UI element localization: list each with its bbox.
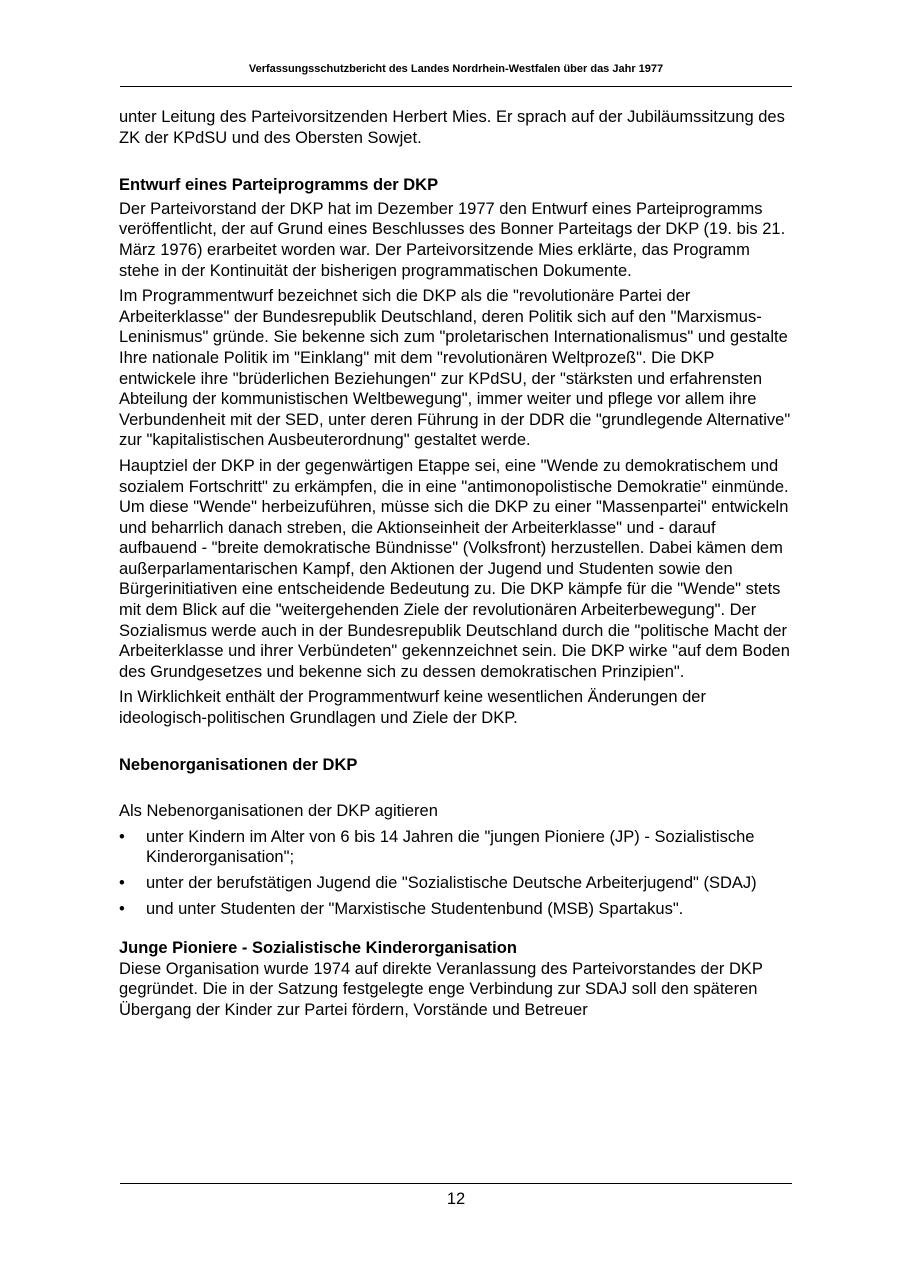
page-content: [119, 107, 794, 1026]
list-item: [119, 873, 794, 894]
bullet-list: [119, 827, 794, 919]
list-item-text: und unter Studenten der "Marxistische Studentenbund (MSB) Spartakus".: [146, 899, 684, 918]
list-item-text: unter der berufstätigen Jugend die "Sozialistische Deutsche Arbeiterjugend" (SDAJ): [146, 874, 757, 892]
bullet-icon: •: [119, 827, 125, 846]
bullet-icon: •: [119, 899, 125, 918]
paragraph: Hauptziel der DKP in der gegenwärtigen Etappe sei, eine "Wende zu demokratischem und sozialem Fortschritt" zu erkämpfen, die in eine "antimonopolistische Demokratie" einmünde. Um diese "Wende" herbeizuführen, müsse sich die DKP zu einer "Massenpartei" entwickeln und beharrlich danach streben, die Aktionseinheit der Arbeiterklasse" und - darauf aufbauend - "breite demokratische Bündnisse" (Volksfront) herzustellen. Dabei kämen dem außerparlamentarischen Kampf, den Aktionen der Jugend und Studenten sowie den Bürgerinitiativen eine entscheidende Bedeutung zu. Die DKP kämpfe für die "Wende" stets mit dem Blick auf die "weitergehenden Ziele der revolutionären Arbeiterbewegung". Der Sozialismus werde auch in der Bundesrepublik Deutschland durch die "politische Macht der Arbeiterklasse und ihrer Verbündeten" gekennzeichnet sein. Die DKP wirke "auf dem Boden des Grundgesetzes und bekenne sich zu dessen demokratischen Prinzipien".: [119, 456, 790, 681]
paragraph: In Wirklichkeit enthält der Programmentwurf keine wesentlichen Änderungen der ideologisch-politischen Grundlagen und Ziele der DKP.: [119, 688, 706, 728]
intro-paragraph: unter Leitung des Parteivorsitzenden Herbert Mies. Er sprach auf der Jubiläumssitzung des ZK der KPdSU und des Obersten Sowjet.: [119, 108, 785, 147]
paragraph: Diese Organisation wurde 1974 auf direkte Veranlassung des Parteivorstandes der DKP gegründet. Die in der Satzung festgelegte enge Verbindung zur SDAJ soll den späteren Übergang der Kinder zur Partei fördern, Vorstände und Betreuer: [119, 959, 763, 1019]
section-heading-parteiprogramm: Entwurf eines Parteiprogramms der DKP: [119, 176, 439, 195]
paragraph: Der Parteivorstand der DKP hat im Dezember 1977 den Entwurf eines Parteiprogramms veröffentlicht, der auf Grund eines Beschlusses des Bonner Parteitags der DKP (19. bis 21. März 1976) erarbeitet worden war. Der Parteivorsitzende Mies erklärte, das Programm stehe in der Kontinuität der bisherigen programmatischen Dokumente.: [119, 199, 786, 280]
bullet-icon: •: [119, 874, 125, 892]
page-number: 12: [446, 1190, 466, 1208]
section-heading-nebenorganisationen: Nebenorganisationen der DKP: [119, 755, 358, 774]
paragraph: Im Programmentwurf bezeichnet sich die DKP als die "revolutionäre Partei der Arbeiterklasse" der Bundesrepublik Deutschland, deren Politik sich auf den "Marxismus-Leninismus" gründe. Sie bekenne sich zum "proletarischen Internationalismus" und gestalte Ihre nationale Politik im "Einklang" mit dem "revolutionären Weltprozeß". Die DKP entwickele ihre "brüderlichen Beziehungen" zur KPdSU, der "stärksten und erfahrensten Abteilung der kommunistischen Weltbewegung", immer weiter und pflege vor allem ihre Verbundenheit mit der SED, unter deren Führung in der DDR die "grundlegende Alternative" zur "kapitalistischen Ausbeuterordnung" gestaltet werde.: [119, 287, 791, 450]
section-heading-junge-pioniere: Junge Pioniere - Sozialistische Kinderorganisation: [119, 939, 517, 958]
list-item: [119, 827, 794, 868]
list-item-text: unter Kindern im Alter von 6 bis 14 Jahren die "jungen Pioniere (JP) - Sozialistische Kinderorganisation";: [146, 827, 755, 867]
header-rule: [120, 86, 792, 87]
footer-rule: [120, 1183, 792, 1184]
list-lead: Als Nebenorganisationen der DKP agitieren: [119, 802, 438, 821]
page-header: Verfassungsschutzbericht des Landes Nordrhein-Westfalen über das Jahr 1977: [248, 63, 664, 75]
list-item: [119, 899, 794, 920]
